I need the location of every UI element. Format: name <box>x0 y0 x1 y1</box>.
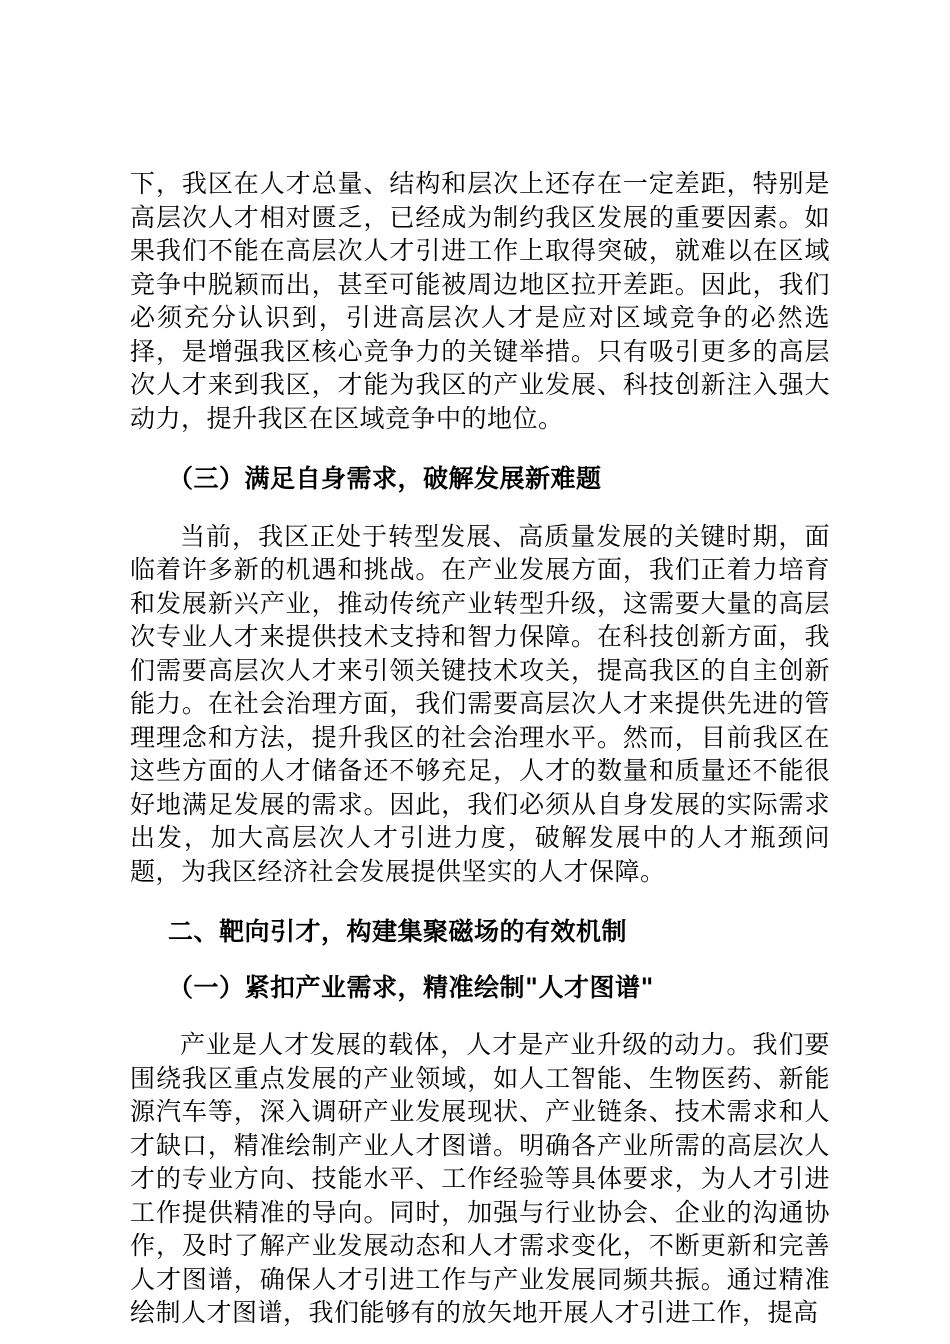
heading-section-1: （一）紧扣产业需求，精准绘制"人才图谱" <box>168 972 655 1002</box>
heading-section-3: （三）满足自身需求，破解发展新难题 <box>168 464 602 493</box>
paragraph-talent-map: 产业是人才发展的载体，人才是产业升级的动力。我们要围绕我区重点发展的产业领域，如人工智能、生物医药、新能源汽车等，深入调研产业发展现状、产业链条、技术需求和人才缺口，精准绘制产业人才图谱。明确各产业所需的高层次人才的专业方向、技能水平、工作经验等具体要求，为人才引进工作提供精准的导向。同时，加强与行业协会、企业的沟通协作，及时了解产业发展动态和人才需求变化，不断更新和完善人才图谱，确保人才引进工作与产业发展同频共振。通过精准绘制人才图谱，我们能够有的放矢地开展人才引进工作，提高 <box>130 1030 830 1327</box>
document-page <box>130 167 830 1330</box>
paragraph-own-needs: 当前，我区正处于转型发展、高质量发展的关键时期，面临着许多新的机遇和挑战。在产业发展方面，我们正着力培育和发展新兴产业，推动传统产业转型升级，这需要大量的高层次专业人才来提供技术支持和智力保障。在科技创新方面，我们需要高层次人才来引领关键技术攻关，提高我区的自主创新能力。在社会治理方面，我们需要高层次人才来提供先进的管理理念和方法，提升我区的社会治理水平。然而，目前我区在这些方面的人才储备还不够充足，人才的数量和质量还不能很好地满足发展的需求。因此，我们必须从自身发展的实际需求出发，加大高层次人才引进力度，破解发展中的人才瓶颈问题，为我区经济社会发展提供坚实的人才保障。 <box>130 521 830 886</box>
paragraph-regional-competition: 下，我区在人才总量、结构和层次上还存在一定差距，特别是高层次人才相对匮乏，已经成为制约我区发展的重要因素。如果我们不能在高层次人才引进工作上取得突破，就难以在区域竞争中脱颖而出，甚至可能被周边地区拉开差距。因此，我们必须充分认识到，引进高层次人才是应对区域竞争的必然选择，是增强我区核心竞争力的关键举措。只有吸引更多的高层次人才来到我区，才能为我区的产业发展、科技创新注入强大动力，提升我区在区域竞争中的地位。 <box>130 169 830 433</box>
heading-chapter-2: 二、靶向引才，构建集聚磁场的有效机制 <box>168 917 628 946</box>
